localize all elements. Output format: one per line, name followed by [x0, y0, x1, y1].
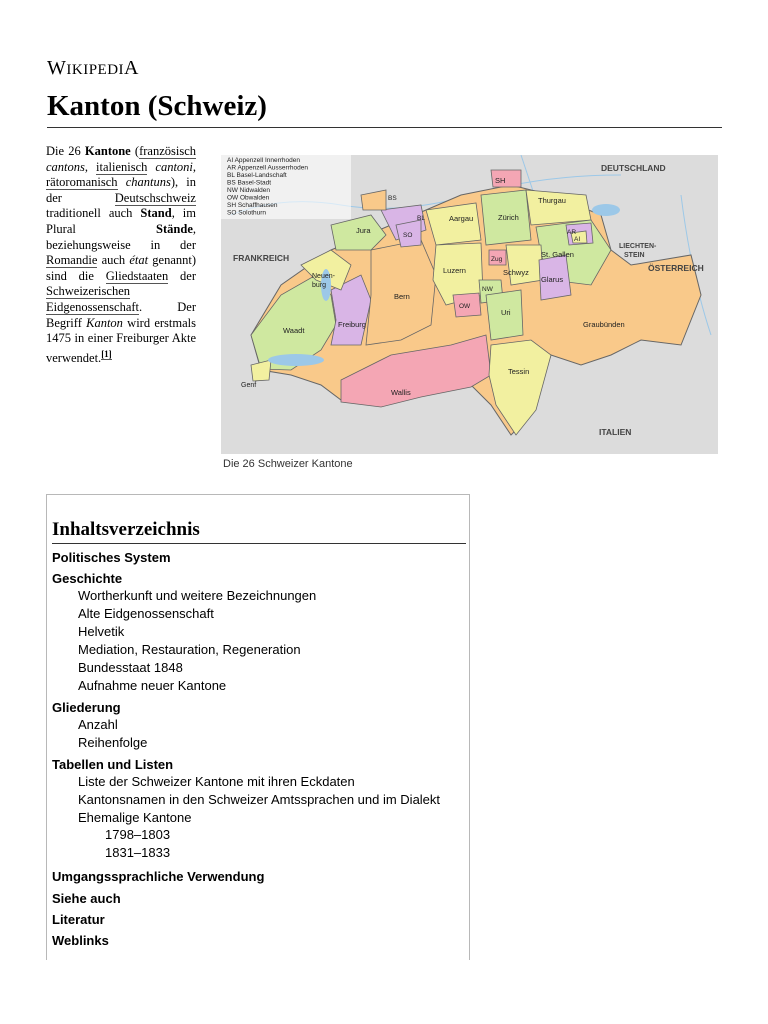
canton-label: Tessin — [508, 367, 530, 376]
page-title: Kanton (Schweiz) — [47, 90, 267, 122]
toc-item-kantonsnamen[interactable]: Kantonsnamen in den Schweizer Amtssprachen und im Dialekt — [78, 792, 441, 807]
toc-item-reihenfolge[interactable]: Reihenfolge — [78, 735, 148, 750]
intro-text: Die 26 — [46, 144, 85, 158]
intro-text: , im Plural — [46, 206, 196, 236]
toc-item-1831[interactable]: 1831–1833 — [105, 845, 171, 860]
country-label: STEIN — [624, 252, 645, 259]
link-romandie[interactable]: Romandie — [46, 253, 98, 268]
link-raetoromanisch[interactable]: rätoromanisch — [46, 175, 118, 190]
toc-item-wortherkunft[interactable]: Wortherkunft und weitere Bezeichnungen — [78, 588, 317, 603]
country-label: LIECHTEN- — [619, 243, 657, 250]
intro-bold-staende: Stände — [156, 221, 193, 236]
canton-label: St. Gallen — [541, 250, 574, 259]
lake-constance — [592, 204, 620, 216]
toc-item-anzahl[interactable]: Anzahl — [78, 717, 118, 732]
toc-item-ehemalige[interactable]: Ehemalige Kantone — [78, 810, 192, 825]
legend-line: BS Basel-Stadt — [227, 179, 272, 187]
country-label: DEUTSCHLAND — [601, 163, 666, 173]
canton-label: AR — [567, 229, 577, 236]
canton-label: Schwyz — [503, 268, 529, 277]
toc-divider — [52, 543, 466, 544]
map-svg — [221, 155, 718, 454]
intro-italic: cantoni — [155, 159, 193, 174]
table-of-contents — [46, 494, 470, 960]
intro-text: . Der Begriff — [46, 299, 196, 330]
reference-link[interactable]: [1] — [101, 348, 112, 359]
canton-label: Freiburg — [338, 320, 366, 329]
intro-text: , beziehungsweise in der — [46, 221, 196, 252]
intro-text: der — [168, 268, 196, 283]
legend-line: SH Schaffhausen — [227, 202, 278, 209]
intro-italic: cantons — [46, 159, 85, 174]
canton-label: BS — [388, 195, 397, 202]
canton-label: Zug — [491, 256, 503, 263]
intro-text: auch — [97, 253, 130, 268]
canton-aargau[interactable] — [426, 203, 481, 245]
toc-item-1798[interactable]: 1798–1803 — [105, 827, 171, 842]
canton-label: Neuen- — [312, 273, 335, 280]
toc-item-siehe-auch[interactable]: Siehe auch — [52, 891, 121, 906]
intro-text: ( — [130, 144, 140, 158]
canton-label: Waadt — [283, 326, 305, 335]
map-caption: Die 26 Schweizer Kantone — [223, 458, 353, 470]
intro-text: , — [84, 159, 97, 174]
canton-label: Uri — [501, 308, 511, 317]
toc-item-literatur[interactable]: Literatur — [52, 912, 105, 927]
intro-italic: chantuns — [125, 175, 171, 190]
canton-schwyz[interactable] — [506, 245, 543, 285]
legend-line: NW Nidwalden — [227, 187, 270, 194]
canton-label: Wallis — [391, 388, 411, 397]
switzerland-canton-map[interactable] — [221, 155, 718, 454]
link-eidgenossenschaft[interactable]: Schweizerischen Eidgenossenschaft — [46, 284, 140, 314]
canton-label: Luzern — [443, 266, 466, 275]
toc-item-helvetik[interactable]: Helvetik — [78, 624, 125, 639]
link-gliedstaaten[interactable]: Gliedstaaten — [105, 268, 169, 283]
lake-geneva — [268, 354, 324, 366]
canton-label: Graubünden — [583, 320, 625, 329]
canton-label: Aargau — [449, 214, 474, 223]
logo-smallcaps: IKIPEDI — [66, 62, 125, 78]
toc-item-aufnahme[interactable]: Aufnahme neuer Kantone — [78, 678, 227, 693]
country-label: ÖSTERREICH — [648, 263, 704, 273]
intro-text: traditionell auch — [46, 206, 141, 221]
wikipedia-logo[interactable] — [47, 57, 139, 80]
intro-text: ), in der — [46, 175, 197, 205]
intro-text: , — [192, 159, 197, 174]
legend-line: BL Basel-Landschaft — [227, 172, 287, 179]
canton-label: Thurgau — [538, 196, 566, 205]
toc-item-mediation[interactable]: Mediation, Restauration, Regeneration — [78, 642, 301, 657]
canton-label: Jura — [356, 226, 371, 235]
intro-text: genannt) sind die — [46, 253, 196, 283]
toc-item-geschichte[interactable]: Geschichte — [52, 571, 123, 586]
canton-label: Genf — [241, 382, 257, 389]
link-italienisch[interactable]: italienisch — [96, 159, 148, 174]
logo-letter: W — [47, 57, 67, 79]
title-divider — [47, 127, 722, 128]
canton-label: BL — [417, 215, 425, 222]
toc-item-bundesstaat[interactable]: Bundesstaat 1848 — [78, 660, 183, 675]
country-label: FRANKREICH — [233, 253, 290, 263]
canton-label: NW — [482, 286, 493, 293]
toc-item-alte-eidgenossenschaft[interactable]: Alte Eidgenossenschaft — [78, 606, 214, 621]
legend-line: OW Obwalden — [227, 194, 270, 202]
canton-label: OW — [459, 303, 471, 310]
toc-item-umgangssprachlich[interactable]: Umgangssprachliche Verwendung — [52, 869, 265, 884]
toc-item-weblinks[interactable]: Weblinks — [52, 933, 109, 948]
logo-letter-end: A — [124, 57, 139, 79]
toc-item-liste-kantone[interactable]: Liste der Schweizer Kantone mit ihren Eckdaten — [78, 774, 355, 789]
intro-paragraph — [46, 144, 196, 366]
intro-bold-stand: Stand — [140, 206, 172, 221]
canton-label: SO — [403, 232, 413, 239]
canton-label: AI — [574, 236, 581, 243]
link-franzoesisch[interactable]: französisch — [139, 144, 196, 158]
legend-line: AI Appenzell Innerrhoden — [227, 157, 300, 164]
intro-text: wird erstmals 1475 in einer Freiburger Akte verwendet. — [46, 315, 196, 365]
toc-item-tabellen[interactable]: Tabellen und Listen — [52, 757, 174, 772]
canton-label: Bern — [394, 292, 410, 301]
toc-item-gliederung[interactable]: Gliederung — [52, 700, 121, 715]
intro-bold-kantone: Kantone — [84, 144, 131, 158]
intro-italic: Kanton — [86, 315, 123, 330]
legend-line: SO Solothurn — [227, 209, 267, 217]
canton-label: SH — [495, 176, 506, 185]
legend-line: AR Appenzell Ausserrhoden — [227, 164, 308, 172]
canton-label: Zürich — [498, 213, 519, 222]
canton-label: burg — [312, 282, 327, 289]
country-label: ITALIEN — [599, 427, 632, 437]
canton-label: Glarus — [541, 275, 564, 284]
toc-item-politisches-system[interactable]: Politisches System — [52, 550, 171, 565]
intro-italic: état — [129, 253, 149, 268]
toc-title: Inhaltsverzeichnis — [52, 519, 200, 540]
link-deutschschweiz[interactable]: Deutschschweiz — [114, 190, 196, 205]
